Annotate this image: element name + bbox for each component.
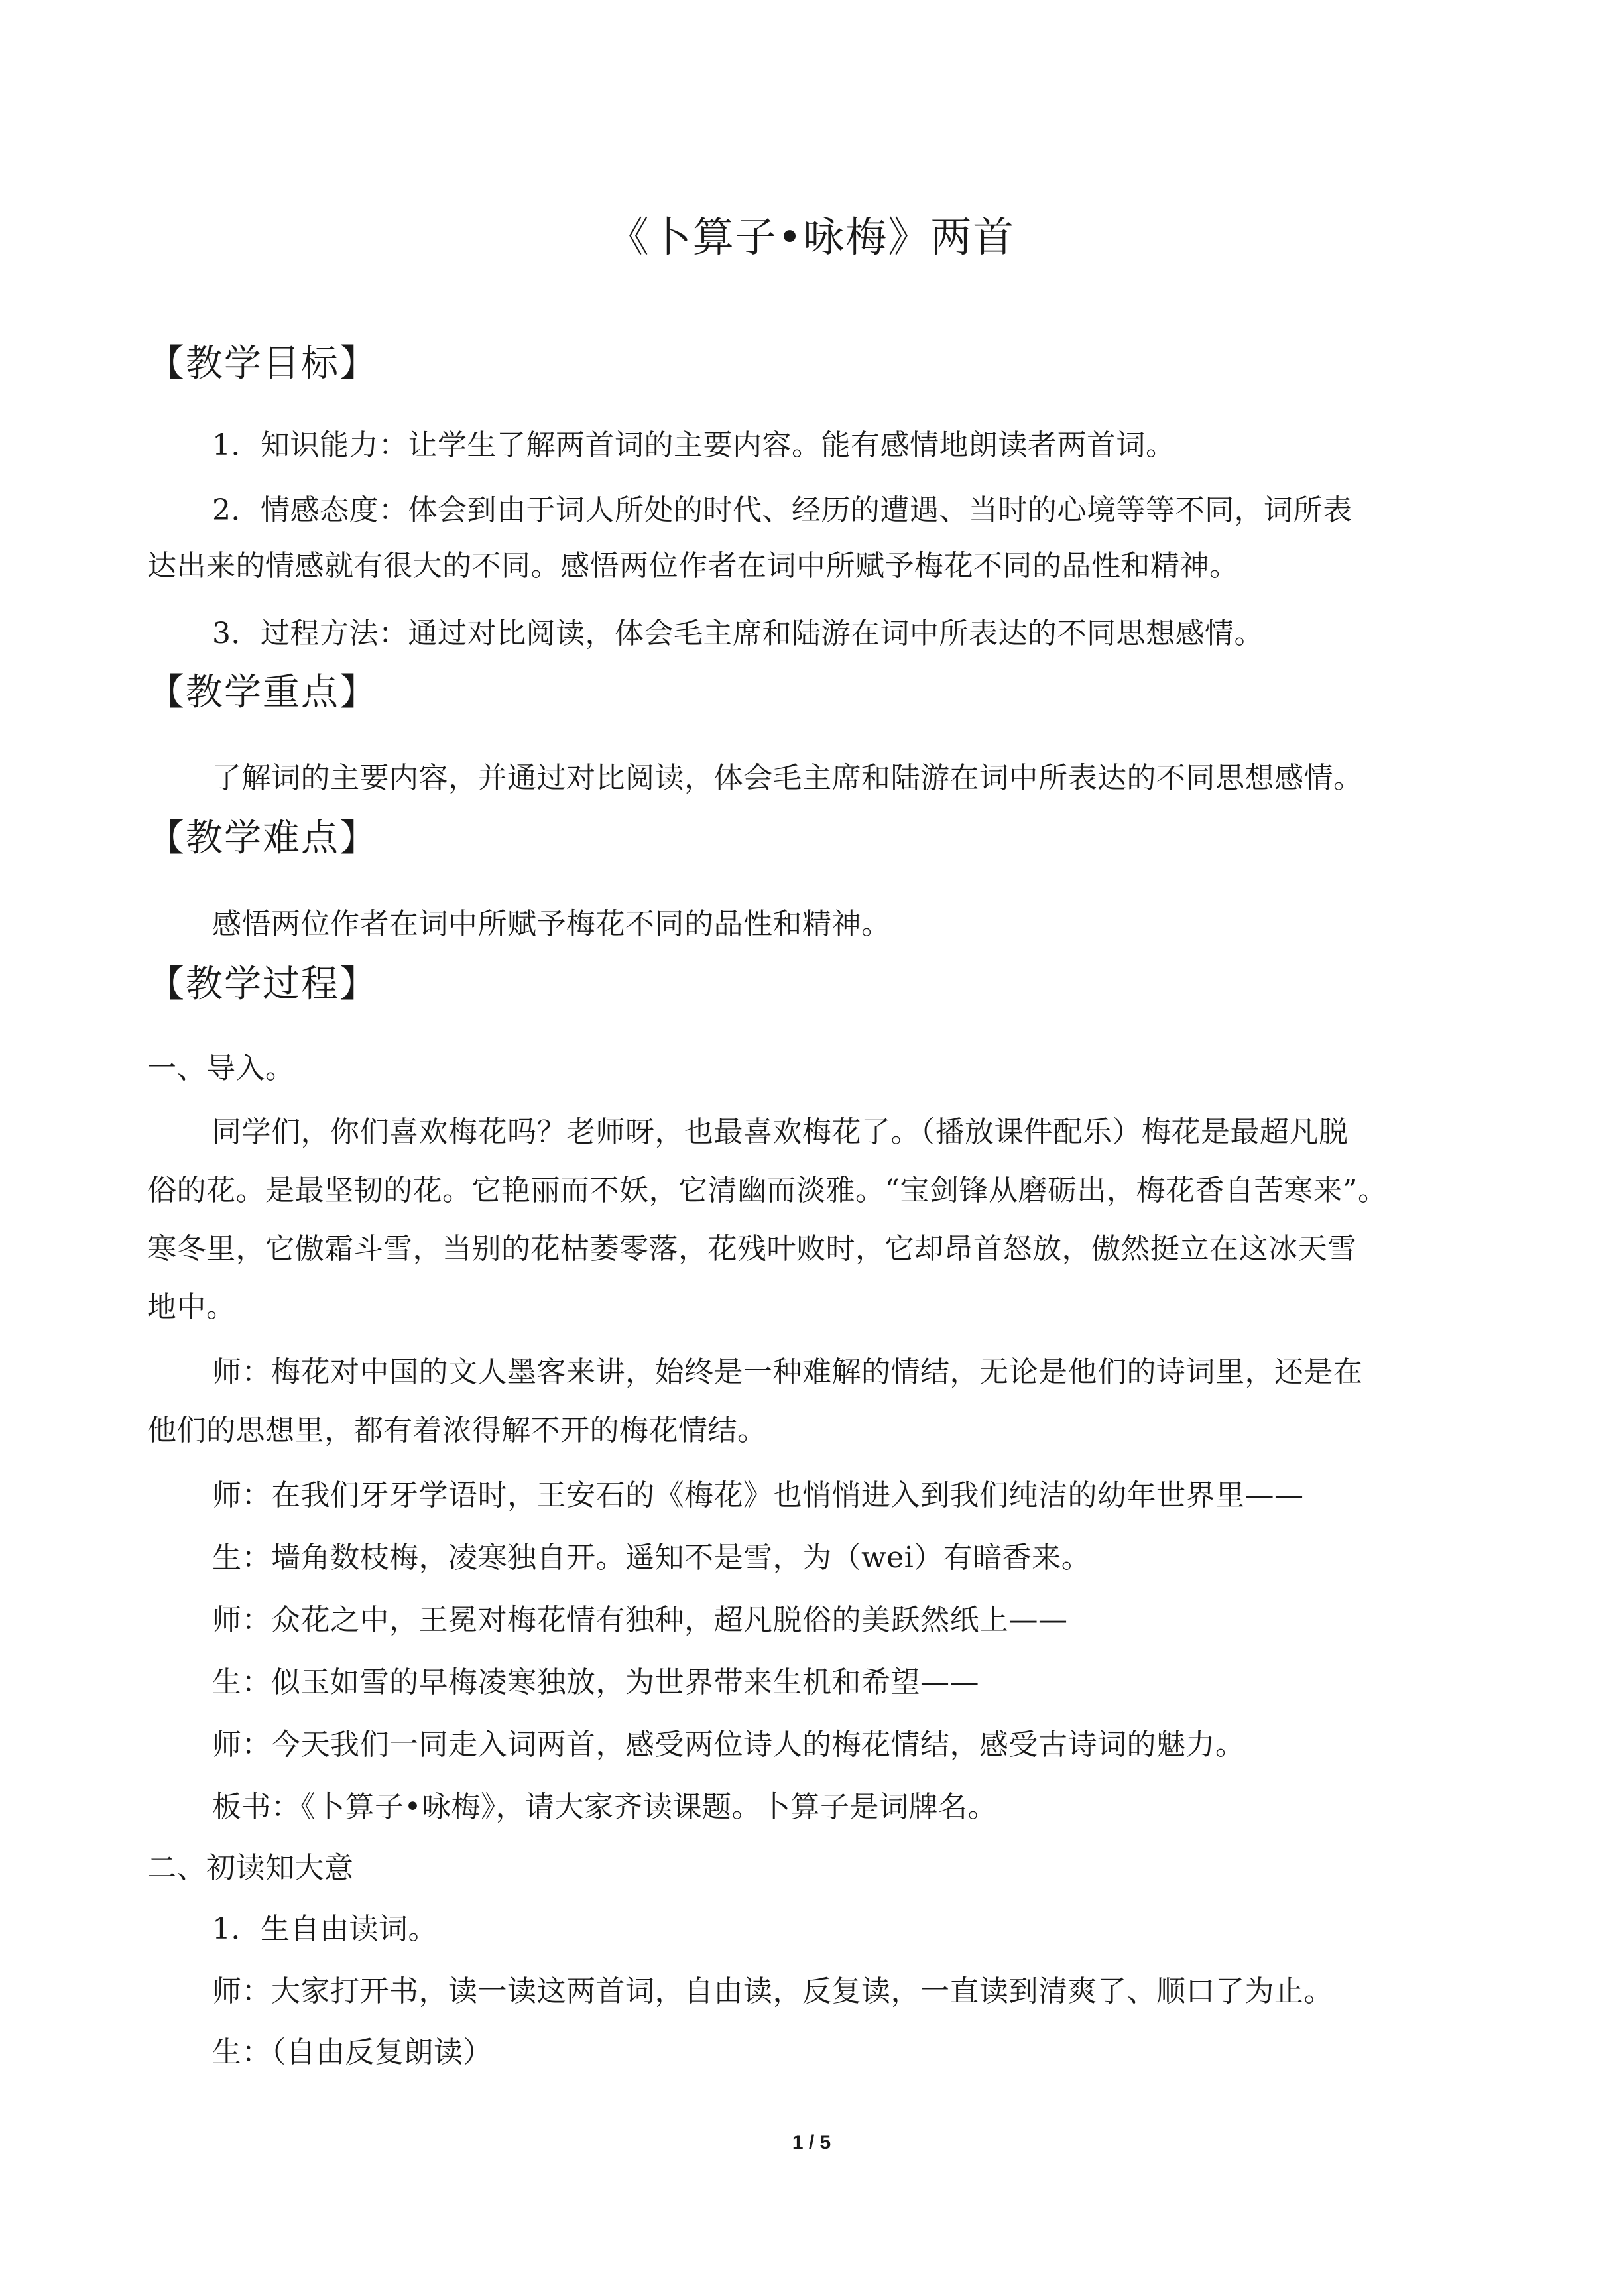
objective-item: 3．过程方法：通过对比阅读，体会毛主席和陆游在词中所表达的不同思想感情。 bbox=[212, 617, 1264, 650]
key-points-text: 了解词的主要内容，并通过对比阅读，体会毛主席和陆游在词中所表达的不同思想感情。 bbox=[212, 761, 1363, 795]
process-line: 他们的思想里，都有着浓得解不开的梅花情结。 bbox=[147, 1414, 767, 1447]
document-title: 《卜算子•咏梅》两首 bbox=[607, 213, 1016, 261]
process-line: 一、导入。 bbox=[147, 1052, 295, 1085]
objective-item: 2．情感态度：体会到由于词人所处的时代、经历的遭遇、当时的心境等等不同，词所表 bbox=[212, 493, 1352, 527]
process-line: 寒冬里，它傲霜斗雪，当别的花枯萎零落，花残叶败时，它却昂首怒放，傲然挺立在这冰天雪 bbox=[147, 1232, 1357, 1266]
process-line: 师：大家打开书，读一读这两首词，自由读，反复读，一直读到清爽了、顺口了为止。 bbox=[212, 1974, 1333, 2008]
section-heading-process: 【教学过程】 bbox=[147, 963, 378, 1006]
objective-item-continued: 达出来的情感就有很大的不同。感悟两位作者在词中所赋予梅花不同的品性和精神。 bbox=[147, 549, 1239, 583]
process-line: 地中。 bbox=[147, 1290, 236, 1324]
section-heading-key-points: 【教学重点】 bbox=[147, 671, 378, 714]
process-line: 俗的花。是最坚韧的花。它艳丽而不妖，它清幽而淡雅。“宝剑锋从磨砺出，梅花香自苦寒来”。 bbox=[147, 1174, 1388, 1207]
process-line: 同学们，你们喜欢梅花吗？老师呀，也最喜欢梅花了。（播放课件配乐）梅花是最超凡脱 bbox=[212, 1115, 1349, 1149]
process-line: 1．生自由读词。 bbox=[212, 1912, 438, 1946]
page-number: 1 / 5 bbox=[792, 2132, 831, 2153]
difficulties-text: 感悟两位作者在词中所赋予梅花不同的品性和精神。 bbox=[212, 907, 891, 941]
process-line: 二、初读知大意 bbox=[147, 1851, 354, 1885]
process-line: 师：今天我们一同走入词两首，感受两位诗人的梅花情结，感受古诗词的魅力。 bbox=[212, 1728, 1245, 1762]
process-line: 生：似玉如雪的早梅凌寒独放，为世界带来生机和希望—— bbox=[212, 1665, 979, 1699]
process-line: 生：墙角数枝梅，凌寒独自开。遥知不是雪，为（wei）有暗香来。 bbox=[212, 1541, 1091, 1575]
process-line: 师：众花之中，王冕对梅花情有独种，超凡脱俗的美跃然纸上—— bbox=[212, 1603, 1068, 1637]
process-line: 生：（自由反复朗读） bbox=[212, 2035, 493, 2069]
process-line: 师：梅花对中国的文人墨客来讲，始终是一种难解的情结，无论是他们的诗词里，还是在 bbox=[212, 1355, 1363, 1389]
process-line: 板书：《卜算子•咏梅》，请大家齐读课题。卜算子是词牌名。 bbox=[212, 1790, 997, 1824]
section-heading-objectives: 【教学目标】 bbox=[147, 342, 378, 385]
section-heading-difficulties: 【教学难点】 bbox=[147, 817, 378, 860]
objective-item: 1．知识能力：让学生了解两首词的主要内容。能有感情地朗读者两首词。 bbox=[212, 428, 1175, 462]
process-line: 师：在我们牙牙学语时，王安石的《梅花》也悄悄进入到我们纯洁的幼年世界里—— bbox=[212, 1479, 1304, 1512]
